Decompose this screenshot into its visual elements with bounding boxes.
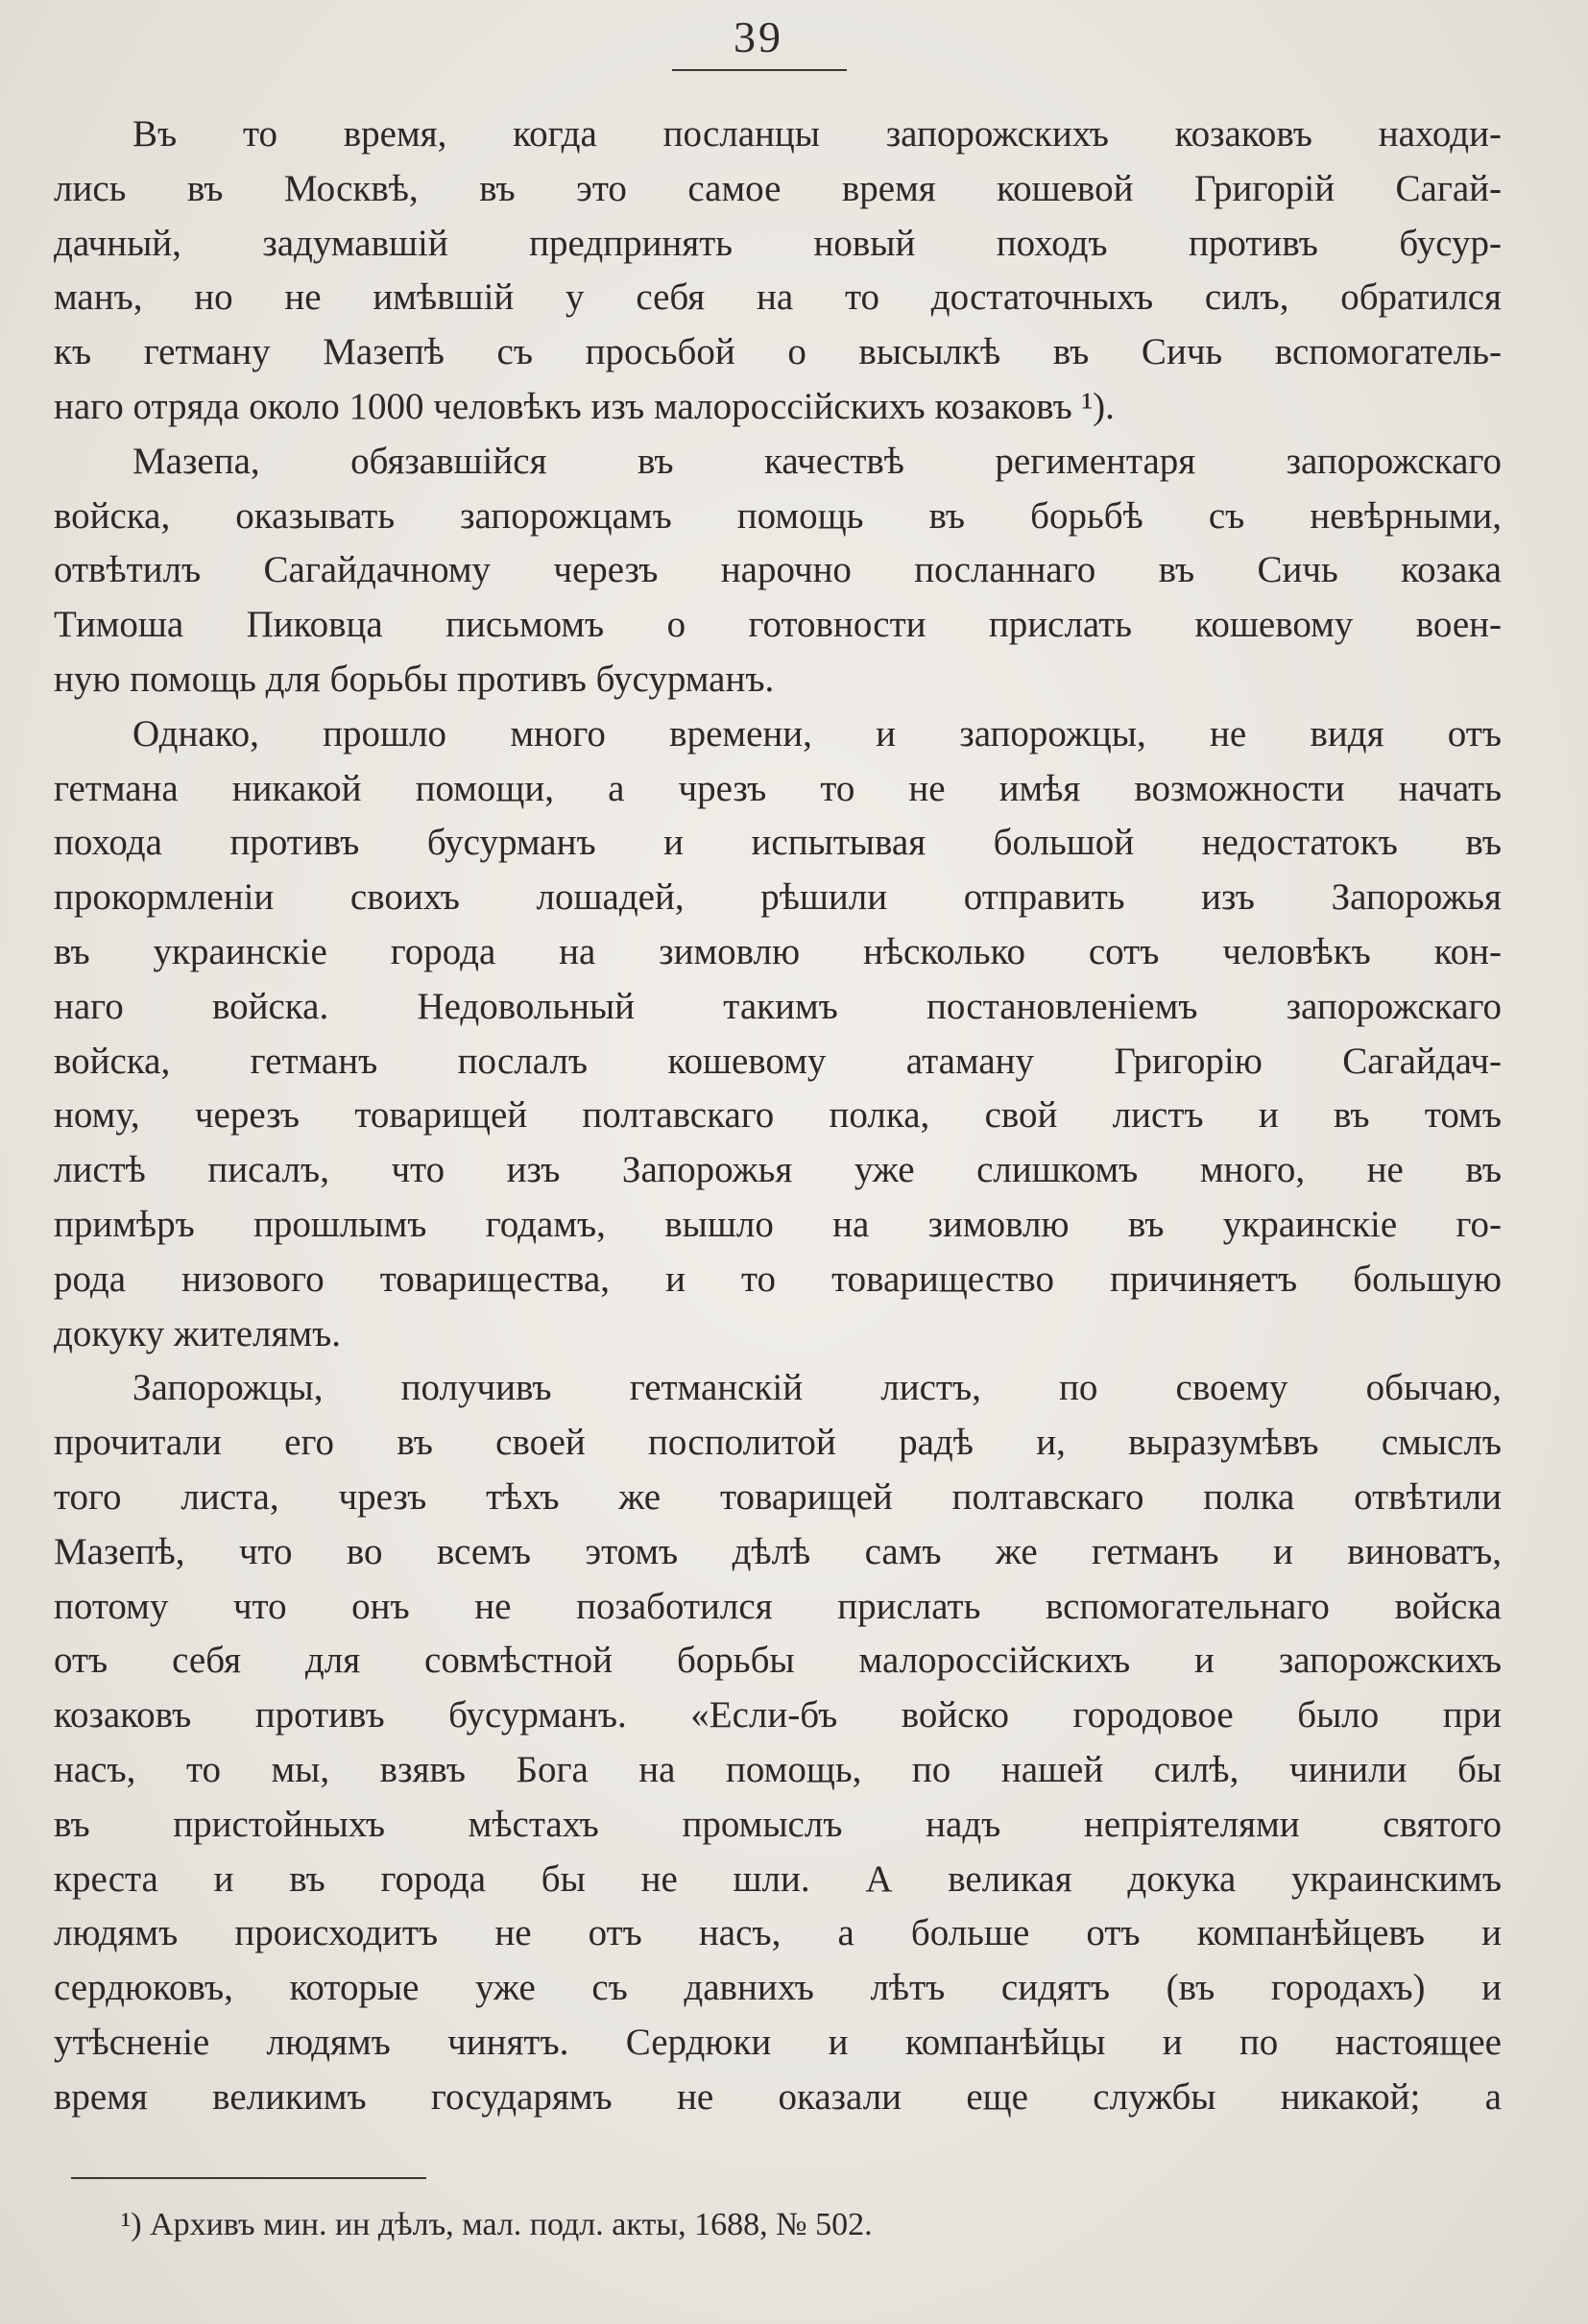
paragraph: [54, 435, 1502, 707]
footnote: ¹) Архивъ мин. ин дѣлъ, мал. подл. акты, 1688, № 502.: [121, 2207, 873, 2242]
text-line: креста и въ города бы не шли. А великая докука украинскимъ: [54, 1857, 1502, 1900]
paragraph: [54, 1361, 1502, 2124]
text-line: наго отряда около 1000 человѣкъ изъ малороссійскихъ козаковъ ¹).: [54, 385, 1115, 427]
text-line: сердюковъ, которые уже съ давнихъ лѣтъ сидятъ (въ городахъ) и: [54, 1967, 1502, 2009]
page-number: 39: [734, 12, 783, 61]
text-line: козаковъ противъ бусурманъ. «Если-бъ войско городовое было при: [54, 1694, 1502, 1737]
footnote-rule: [71, 2177, 426, 2179]
text-line: Запорожцы, получивъ гетманскій листъ, по своему обычаю,: [132, 1367, 1502, 1409]
text-line: докуку жителямъ.: [54, 1312, 342, 1354]
text-line: утѣсненіе людямъ чинятъ. Сердюки и компанѣйцы и по настоящее: [54, 2021, 1502, 2063]
text-line: прокормленіи своихъ лошадей, рѣшили отправить изъ Запорожья: [54, 876, 1502, 919]
paragraph: [54, 108, 1502, 435]
text-line: Мазепа, обязавшійся въ качествѣ региментаря запорожскаго: [132, 440, 1502, 482]
text-line: похода противъ бусурманъ и испытывая большой недостатокъ въ: [54, 822, 1502, 864]
text-line: войска, оказывать запорожцамъ помощь въ борьбѣ съ невѣрными,: [54, 494, 1502, 537]
text-line: прочитали его въ своей посполитой радѣ и, выразумѣвъ смыслъ: [54, 1422, 1502, 1464]
text-line: потому что онъ не позаботился прислать вспомогательнаго войска: [54, 1585, 1502, 1627]
text-line: лись въ Москвѣ, въ это самое время кошевой Григорій Сагай-: [54, 167, 1502, 209]
text-line: время великимъ государямъ не оказали еще службы никакой; а: [54, 2075, 1502, 2118]
text-line: манъ, но не имѣвшій у себя на то достаточныхъ силъ, обратился: [54, 276, 1502, 319]
text-line: войска, гетманъ послалъ кошевому атаману Григорію Сагайдач-: [54, 1040, 1502, 1082]
text-line: того листа, чрезъ тѣхъ же товарищей полтавскаго полка отвѣтили: [54, 1475, 1502, 1518]
text-line: листѣ писалъ, что изъ Запорожья уже слишкомъ много, не въ: [54, 1149, 1502, 1191]
text-line: наго войска. Недовольный такимъ постановленіемъ запорожскаго: [54, 985, 1502, 1027]
paragraph: [54, 707, 1502, 1362]
text-line: къ гетману Мазепѣ съ просьбой о высылкѣ въ Сичь вспомогатель-: [54, 331, 1502, 373]
text-line: отъ себя для совмѣстной борьбы малороссійскихъ и запорожскихъ: [54, 1640, 1502, 1682]
text-line: Мазепѣ, что во всемъ этомъ дѣлѣ самъ же гетманъ и виноватъ,: [54, 1530, 1502, 1572]
text-line: Въ то время, когда посланцы запорожскихъ козаковъ находи-: [132, 113, 1502, 155]
text-line: ному, черезъ товарищей полтавскаго полка, свой листъ и въ томъ: [54, 1094, 1502, 1137]
text-line: отвѣтилъ Сагайдачному черезъ нарочно посланнаго въ Сичь козака: [54, 549, 1502, 591]
text-line: въ пристойныхъ мѣстахъ промыслъ надъ непріятелями святого: [54, 1803, 1502, 1845]
text-line: примѣръ прошлымъ годамъ, вышло на зимовлю въ украинскіе го-: [54, 1203, 1502, 1245]
text-line: людямъ происходитъ не отъ насъ, а больше отъ компанѣйцевъ и: [54, 1912, 1502, 1954]
body-text: [54, 108, 1502, 2124]
text-line: гетмана никакой помощи, а чрезъ то не имѣя возможности начать: [54, 767, 1502, 809]
text-line: Тимоша Пиковца письмомъ о готовности прислать кошевому воен-: [54, 604, 1502, 646]
text-line: рода низового товарищества, и то товарищество причиняетъ большую: [54, 1258, 1502, 1300]
text-line: насъ, то мы, взявъ Бога на помощь, по нашей силѣ, чинили бы: [54, 1748, 1502, 1790]
text-line: Однако, прошло много времени, и запорожцы, не видя отъ: [132, 712, 1502, 755]
header-rule: [672, 69, 847, 71]
text-line: въ украинскіе города на зимовлю нѣсколько сотъ человѣкъ кон-: [54, 930, 1502, 972]
text-line: дачный, задумавшій предпринять новый походъ противъ бусур-: [54, 222, 1502, 264]
text-line: ную помощь для борьбы противъ бусурманъ.: [54, 658, 775, 700]
